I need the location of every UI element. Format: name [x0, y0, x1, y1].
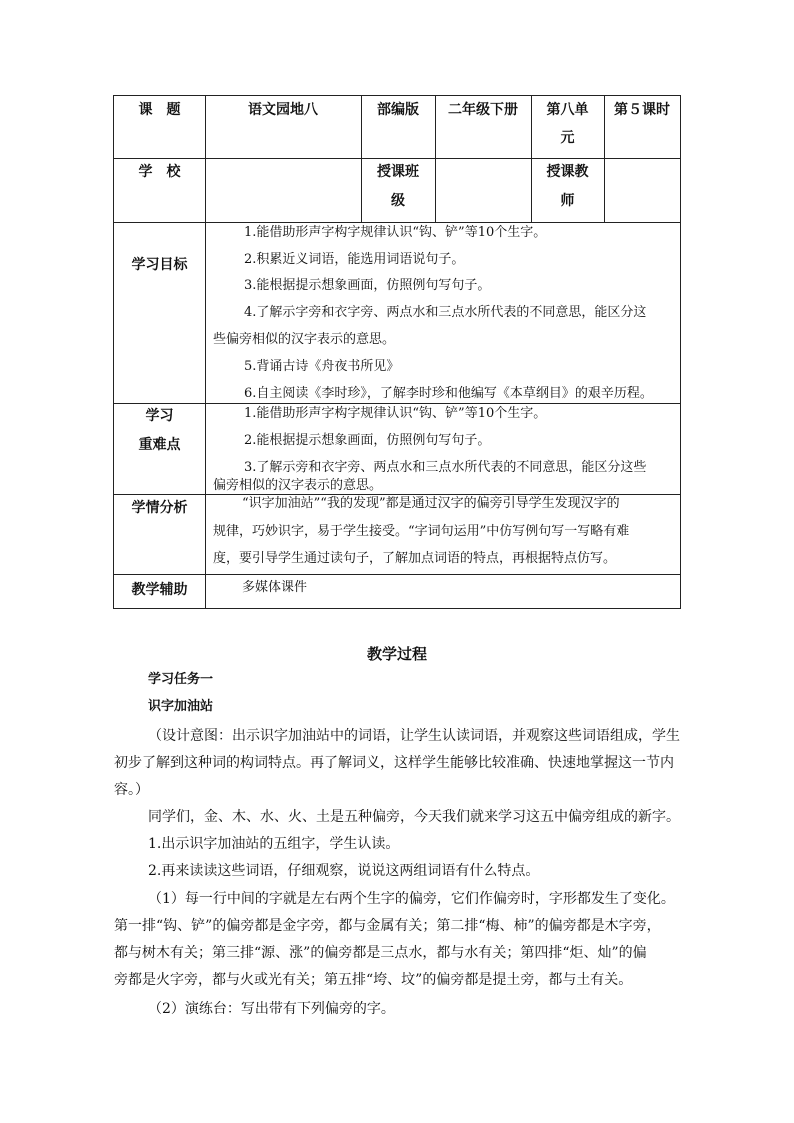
goal-line: 6.自主阅读《李时珍》，了解李时珍和他编写《本草纲目》的艰辛历程。 — [244, 386, 653, 401]
goal-line: 3.能根据提示想象画面，仿照例句写句子。 — [244, 278, 491, 293]
label-learning-goals: 学习目标 — [131, 257, 188, 273]
paragraph-line: 容。） — [114, 782, 149, 798]
row-divider — [114, 158, 680, 159]
label-topic: 课 题 — [138, 102, 181, 118]
unit-value-line2: 元 — [560, 130, 575, 146]
paragraph-line: 旁都是火字旁，都与火或光有关；第五排“垮、坟”的偏旁都是提土旁，都与土有关。 — [114, 972, 633, 988]
paragraph-line: （2）演练台：写出带有下列偏旁的字。 — [148, 1001, 395, 1017]
label-class-line1: 授课班 — [377, 164, 419, 180]
grade-value: 二年级下册 — [448, 102, 518, 118]
section-title: 教学过程 — [366, 645, 427, 663]
lesson-info-table — [113, 95, 681, 609]
key-point-line: 偏旁相似的汉字表示的意思。 — [213, 478, 383, 493]
unit-value-line1: 第八单 — [546, 102, 589, 118]
goal-line: 5.背诵古诗《舟夜书所见》 — [244, 359, 400, 374]
edition-value: 部编版 — [377, 102, 419, 118]
paragraph-line: 都与树木有关；第三排“源、涨”的偏旁都是三点水，都与水有关；第四排“炬、灿”的偏 — [114, 945, 647, 961]
label-school: 学 校 — [138, 164, 181, 180]
subsection-heading: 识字加油站 — [148, 699, 214, 714]
label-class-line2: 级 — [391, 193, 405, 209]
paragraph-line: 第一排“钩、铲”的偏旁都是金字旁，都与金属有关；第二排“梅、柿”的偏旁都是木字旁， — [114, 918, 661, 934]
paragraph-line: （设计意图：出示识字加油站中的词语，让学生认读词语，并观察这些词语组成，学生 — [148, 728, 680, 744]
teaching-aids-value: 多媒体课件 — [242, 580, 308, 595]
label-key-points-line1: 学习 — [145, 408, 174, 424]
topic-value: 语文园地八 — [248, 102, 318, 118]
key-point-line: 2.能根据提示想象画面，仿照例句写句子。 — [244, 433, 491, 448]
row-divider — [114, 574, 680, 575]
goal-line: 些偏旁相似的汉字表示的意思。 — [213, 332, 396, 347]
analysis-line: “识字加油站”“我的发现”都是通过汉字的偏旁引导学生发现汉字的 — [242, 496, 620, 511]
analysis-line: 规律，巧妙识字，易于学生接受。“字词句运用”中仿写例句写一写略有难 — [213, 524, 630, 539]
analysis-line: 度，要引导学生通过读句子，了解加点词语的特点，再根据特点仿写。 — [213, 551, 617, 566]
column-divider — [205, 96, 206, 608]
paragraph-line: 2.再来读读这些词语，仔细观察，说说这两组词语有什么特点。 — [148, 863, 540, 879]
paragraph-line: （1）每一行中间的字就是左右两个生字的偏旁，它们作偏旁时，字形都发生了变化。 — [148, 891, 675, 907]
goal-line: 1.能借助形声字构字规律认识“钩、铲”等10个生字。 — [244, 225, 547, 240]
goal-line: 2.积累近义词语，能选用词语说句子。 — [244, 252, 465, 267]
key-point-line: 1.能借助形声字构字规律认识“钩、铲”等10个生字。 — [244, 406, 547, 421]
label-teacher-line1: 授课教 — [546, 164, 589, 180]
label-teacher-line2: 师 — [560, 193, 575, 209]
paragraph-line: 初步了解到这种词的构词特点。再了解词义，这样学生能够比较准确、快速地掌握这一节内 — [114, 755, 674, 771]
paragraph-line: 同学们，金、木、水、火、土是五种偏旁，今天我们就来学习这五中偏旁组成的新字。 — [148, 809, 680, 825]
label-teaching-aids: 教学辅助 — [131, 582, 188, 598]
key-point-line: 3.了解示旁和衣字旁、两点水和三点水所代表的不同意思，能区分这些 — [244, 460, 647, 475]
label-analysis: 学情分析 — [131, 500, 188, 516]
period-value: 第５课时 — [614, 102, 670, 118]
paragraph-line: 1.出示识字加油站的五组字，学生认读。 — [148, 836, 400, 852]
row-divider — [114, 403, 680, 404]
goal-line: 4.了解示字旁和衣字旁、两点水和三点水所代表的不同意思，能区分这 — [244, 305, 647, 320]
task-heading: 学习任务一 — [148, 672, 214, 687]
label-key-points-line2: 重难点 — [138, 437, 181, 453]
row-divider — [114, 222, 680, 223]
